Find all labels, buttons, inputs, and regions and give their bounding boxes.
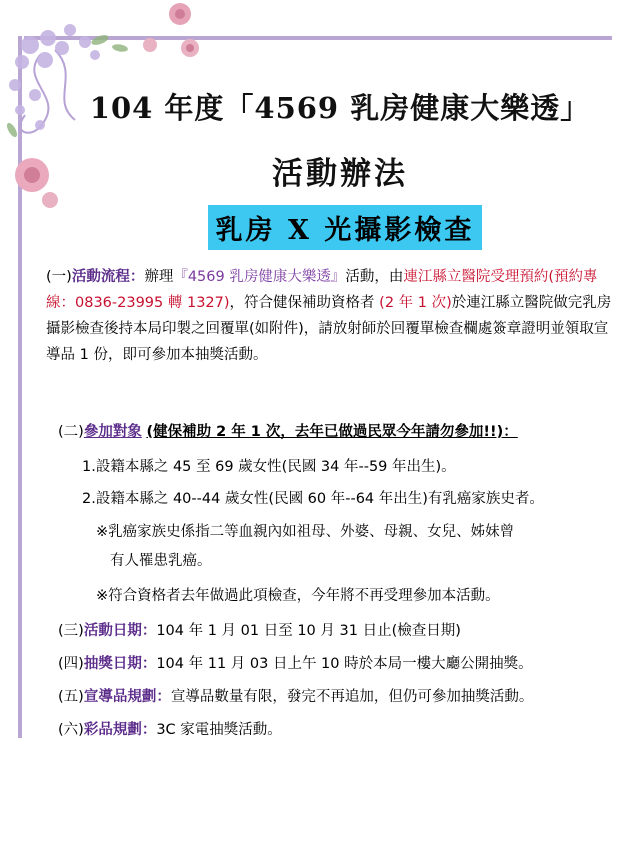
section-5-number: (五) — [58, 689, 84, 705]
section-6-number: (六) — [58, 722, 84, 738]
section-1-number: (一) — [46, 269, 72, 285]
section-2-note: (健保補助 2 年 1 次，去年已做過民眾今年請勿參加!!)： — [146, 424, 518, 440]
section-3-label: 活動日期： — [83, 623, 157, 639]
section-6-prizes — [58, 718, 282, 739]
section-4-number: (四) — [58, 656, 84, 672]
remark-last-year: ※符合資格者去年做過此項檢查，今年將不再受理參加本活動。 — [96, 588, 500, 604]
section-1-label: 活動流程： — [71, 269, 145, 285]
subtitle-wrap — [0, 205, 620, 250]
section-4-label: 抽獎日期： — [83, 656, 157, 672]
remark-family-history: ※乳癌家族史係指二等血親內如祖母、外婆、母親、女兒、姊妹曾 — [96, 524, 515, 540]
subtitle-highlight: 乳房 X 光攝影檢查 — [208, 205, 483, 250]
section-5-promo-items — [58, 685, 533, 706]
hospital-booking: 連江縣立醫院受理預約(預約專線：0836-23995 轉 1327) — [46, 269, 598, 311]
section-6-text: 3C 家電抽獎活動。 — [156, 722, 282, 738]
section-3-number: (三) — [58, 623, 84, 639]
section-1-text-b: 活動，由 — [345, 269, 404, 285]
section-4-text: 104 年 11 月 03 日上午 10 時於本局一樓大廳公開抽獎。 — [156, 656, 533, 672]
section-2-heading — [58, 420, 518, 441]
section-5-text: 宣導品數量有限，發完不再追加，但仍可參加抽獎活動。 — [170, 689, 534, 705]
section-3-text: 104 年 1 月 01 日至 10 月 31 日止(檢查日期) — [156, 623, 461, 639]
section-2-label: 參加對象 — [83, 424, 142, 440]
section-3-activity-date — [58, 619, 461, 640]
page-title-line2: 活動辦法 — [272, 156, 408, 192]
section-1-paragraph — [46, 264, 616, 368]
section-1-text-d: 於連江縣立醫院做完乳房攝影檢查後持本局印製之回覆單(如附件)，請放射師於回覆單檢查欄處簽章證明並領取宣導品 1 份，即可參加本抽獎活動。 — [46, 295, 612, 363]
eligibility-note: (2 年 1 次) — [379, 295, 452, 311]
section-5-label: 宣導品規劃： — [83, 689, 171, 705]
section-6-label: 彩品規劃： — [83, 722, 157, 738]
page-title: 104 年度「4569 乳房健康大樂透」 — [89, 91, 591, 125]
section-activity-flow — [46, 264, 616, 368]
event-name: 『4569 乳房健康大樂透』 — [173, 269, 346, 285]
remark-family-history-cont: 有人罹患乳癌。 — [110, 553, 212, 569]
section-1-text-a: 辦理 — [144, 269, 174, 285]
eligibility-item-2: 2.設籍本縣之 40--44 歲女性(民國 60 年--64 年出生)有乳癌家族史者。 — [82, 491, 544, 507]
section-4-draw-date — [58, 652, 533, 673]
section-2-number: (二) — [58, 424, 84, 440]
section-1-text-c: ，符合健保補助資格者 — [229, 295, 375, 311]
eligibility-item-1: 1.設籍本縣之 45 至 69 歲女性(民國 34 年--59 年出生)。 — [82, 459, 456, 475]
